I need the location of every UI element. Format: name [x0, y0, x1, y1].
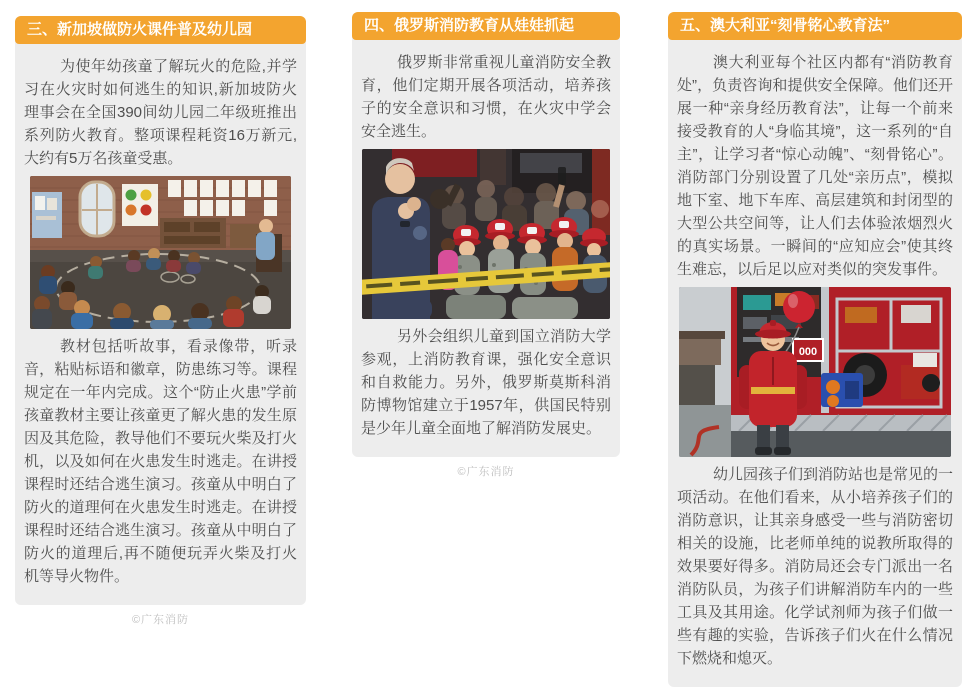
section-title-russia: 四、俄罗斯消防教育从娃娃抓起 [352, 12, 620, 40]
article-column-australia [668, 12, 962, 687]
article-card-singapore [15, 16, 306, 605]
watermark-guangdong-fire: ©广东消防 [131, 614, 190, 626]
article-body [15, 44, 306, 605]
watermark-guangdong-fire: ©广东消防 [457, 466, 515, 478]
paragraph: 另外会组织儿童到国立消防大学参观，上消防教育课，强化安全意识和自救能力。另外，俄罗斯莫斯科消防博物馆建立于1957年，供国民特别是少年儿童全面地了解消防发展史。 [361, 328, 611, 437]
article-card-australia [668, 12, 962, 687]
section-title-singapore: 三、新加坡做防火课件普及幼儿园 [15, 16, 306, 44]
photo-boy-firefighter-costume-fire-truck [679, 287, 951, 457]
paragraph: 教材包括听故事，看录像带，听录音，粘贴标语和徽章，防患练习等。课程规定在一年内完成。这个“防止火患”学前孩童教材主要让孩童更了解火患的发生原因及其危险，教导他们不要玩火柴及打火机，以及如何在火患发生时逃走。在讲授课程时还结合逃生演习。孩童从中明白了防火的道理何在火患发生时逃走。在讲授课程时还结合逃生演习。孩童从中明白了防火的道理后,再不随便玩弄火柴及打火机等导火物件。 [24, 338, 297, 585]
section-title-australia: 五、澳大利亚“刻骨铭心教育法” [668, 12, 962, 40]
photo-classroom-children-circle [30, 176, 291, 329]
article-card-russia [352, 12, 620, 457]
article-column-russia [352, 12, 620, 479]
paragraph: 幼儿园孩子们到消防站也是常见的一项活动。在他们看来，从小培养孩子们的消防意识，让其亲身感受一些与消防密切相关的设施，比老师单纯的说教所取得的效果要好得多。消防局还会专门派出一名消防队员，为孩子们讲解消防车内的一些工具及其用途。化学试剂师为孩子们做一些有趣的实验，告诉孩子们火在什么情况下燃烧和熄灭。 [677, 466, 954, 667]
paragraph: 为使年幼孩童了解玩火的危险,并学习在火灾时如何逃生的知识,新加坡防火理事会在全国390间幼儿园二年级班推出系列防火教育。整项课程耗资16万新元,大约有5万名孩童受惠。 [24, 58, 297, 167]
photo-children-fire-helmets-looking-up [362, 149, 610, 319]
paragraph: 澳大利亚每个社区内都有“消防教育处”，负责咨询和提供安全保障。他们还开展一种“亲身经历教育法”，让每一个前来接受教育的人“身临其境”，这一系列的“自主”，让学习者“惊心动魄”、“刻骨铭心”。消防部门分别设置了几处“亲历点”，模拟地下室、地下车库、高层建筑和封闭型的大型公共空间等，让人们去体验浓烟烈火的真实场景。一瞬间的“应知应会”使其终生难忘，以后足以应对类似的突发事件。 [677, 54, 953, 278]
article-body [352, 40, 620, 457]
svg-text:000: 000 [798, 346, 818, 358]
paragraph: 俄罗斯非常重视儿童消防安全教育，他们定期开展各项活动，培养孩子的安全意识和习惯，在火灾中学会安全逃生。 [361, 54, 611, 140]
article-column-singapore [15, 16, 306, 627]
article-body [668, 40, 962, 687]
